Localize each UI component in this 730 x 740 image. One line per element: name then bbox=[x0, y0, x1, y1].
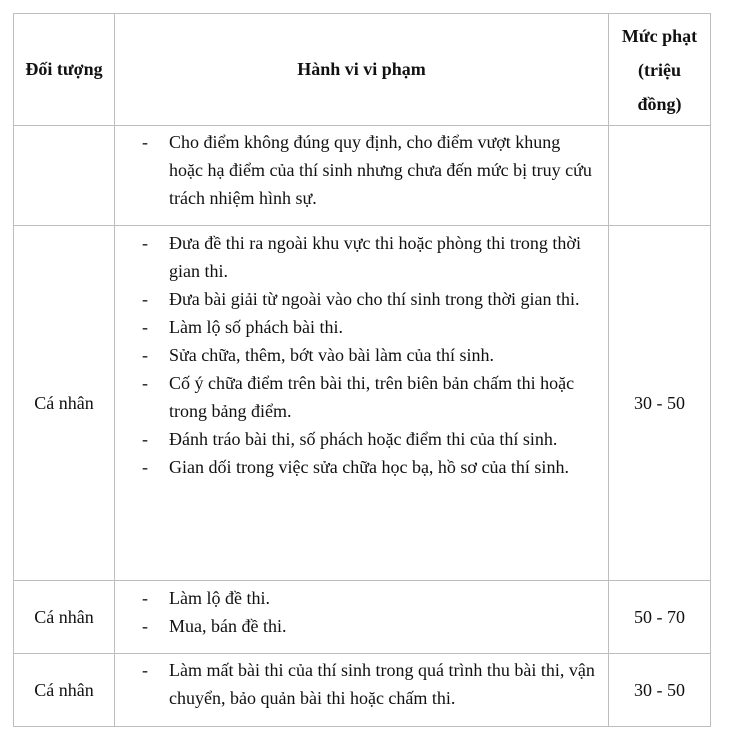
row-subject: Cá nhân bbox=[14, 654, 115, 727]
header-row bbox=[14, 14, 711, 126]
bullet-dash: - bbox=[142, 588, 148, 608]
row-fine: 30 - 50 bbox=[609, 654, 711, 727]
table-row bbox=[14, 581, 711, 654]
bullet-dash: - bbox=[142, 233, 148, 253]
violation-item bbox=[115, 128, 608, 212]
row-subject: Cá nhân bbox=[14, 581, 115, 654]
row-violations bbox=[115, 581, 609, 654]
table-row bbox=[14, 654, 711, 727]
violation-item bbox=[115, 584, 608, 612]
violation-text: Sửa chữa, thêm, bớt vào bài làm của thí sinh. bbox=[169, 345, 494, 365]
violation-item bbox=[115, 656, 608, 712]
row-fine: 30 - 50 bbox=[609, 226, 711, 581]
violation-text: Đánh tráo bài thi, số phách hoặc điểm thi của thí sinh. bbox=[169, 429, 558, 449]
violation-text: Đưa đề thi ra ngoài khu vực thi hoặc phòng thi trong thời gian thi. bbox=[169, 233, 581, 281]
bullet-dash: - bbox=[142, 132, 148, 152]
violation-text: Đưa bài giải từ ngoài vào cho thí sinh trong thời gian thi. bbox=[169, 289, 580, 309]
violation-text: Làm lộ đề thi. bbox=[169, 588, 270, 608]
penalty-table bbox=[13, 13, 711, 727]
header-fine-line3: đồng) bbox=[637, 93, 682, 114]
row-subject bbox=[14, 126, 115, 226]
row-violations bbox=[115, 654, 609, 727]
violation-text: Làm lộ số phách bài thi. bbox=[169, 317, 343, 337]
bullet-dash: - bbox=[142, 660, 148, 680]
bullet-dash: - bbox=[142, 429, 148, 449]
violation-item bbox=[115, 285, 608, 313]
table-row bbox=[14, 126, 711, 226]
violation-text: Cố ý chữa điểm trên bài thi, trên biên bản chấm thi hoặc trong bảng điểm. bbox=[169, 373, 575, 421]
header-fine bbox=[609, 14, 711, 126]
violation-item bbox=[115, 369, 608, 425]
violation-item bbox=[115, 612, 608, 640]
violation-item bbox=[115, 425, 608, 453]
table-row bbox=[14, 226, 711, 581]
row-subject: Cá nhân bbox=[14, 226, 115, 581]
bullet-dash: - bbox=[142, 289, 148, 309]
header-fine-line2: (triệu bbox=[638, 59, 681, 80]
row-fine bbox=[609, 126, 711, 226]
violation-item bbox=[115, 229, 608, 285]
header-subject: Đối tượng bbox=[14, 14, 115, 126]
violation-text: Mua, bán đề thi. bbox=[169, 616, 287, 636]
bullet-dash: - bbox=[142, 457, 148, 477]
violation-item bbox=[115, 313, 608, 341]
violation-item bbox=[115, 341, 608, 369]
bullet-dash: - bbox=[142, 616, 148, 636]
row-violations bbox=[115, 126, 609, 226]
row-fine: 50 - 70 bbox=[609, 581, 711, 654]
violation-item bbox=[115, 453, 608, 481]
violation-text: Làm mất bài thi của thí sinh trong quá trình thu bài thi, vận chuyển, bảo quản bài thi hoặc chấm thi. bbox=[169, 660, 595, 708]
header-fine-line1: Mức phạt bbox=[621, 25, 698, 46]
bullet-dash: - bbox=[142, 317, 148, 337]
violation-text: Gian dối trong việc sửa chữa học bạ, hồ sơ của thí sinh. bbox=[169, 457, 569, 477]
bullet-dash: - bbox=[142, 345, 148, 365]
bullet-dash: - bbox=[142, 373, 148, 393]
row-violations bbox=[115, 226, 609, 581]
header-violation: Hành vi vi phạm bbox=[115, 14, 609, 126]
violation-text: Cho điểm không đúng quy định, cho điểm vượt khung hoặc hạ điểm của thí sinh nhưng chưa đến mức bị truy cứu trách nhiệm hình sự. bbox=[169, 132, 592, 208]
